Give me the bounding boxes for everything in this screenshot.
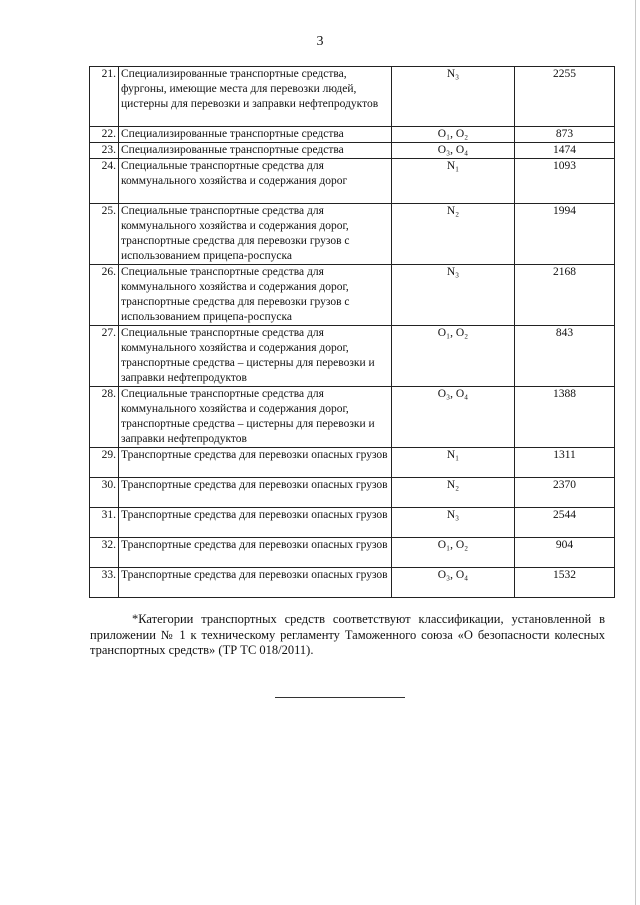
row-category: N₁ xyxy=(392,159,515,204)
row-name: Транспортные средства для перевозки опасных грузов xyxy=(119,508,392,538)
closing-rule xyxy=(275,697,405,698)
row-category: O₁, O₂ xyxy=(392,127,515,143)
row-category: O₃, O₄ xyxy=(392,387,515,448)
row-name: Специализированные транспортные средства, фургоны, имеющие места для перевозки людей, цистерны для перевозки и заправки нефтепродуктов xyxy=(119,67,392,127)
row-name: Транспортные средства для перевозки опасных грузов xyxy=(119,538,392,568)
table-row xyxy=(90,143,615,159)
row-category: O₃, O₄ xyxy=(392,143,515,159)
row-value: 1994 xyxy=(515,204,615,265)
row-name: Транспортные средства для перевозки опасных грузов xyxy=(119,448,392,478)
footnote: *Категории транспортных средств соответствуют классификации, установленной в приложении № 1 к техническому регламенту Таможенного союза «О безопасности колесных транспортных средств» (ТР ТС 018/2011). xyxy=(90,612,605,657)
row-value: 1388 xyxy=(515,387,615,448)
row-name: Транспортные средства для перевозки опасных грузов xyxy=(119,478,392,508)
row-number: 32. xyxy=(90,538,119,568)
table-row xyxy=(90,127,615,143)
row-value: 2370 xyxy=(515,478,615,508)
row-category: N₂ xyxy=(392,478,515,508)
row-name: Специальные транспортные средства для коммунального хозяйства и содержания дорог, транспортные средства для перевозки грузов с использованием прицепа-роспуска xyxy=(119,204,392,265)
table-row xyxy=(90,448,615,478)
row-name: Специализированные транспортные средства xyxy=(119,143,392,159)
row-number: 31. xyxy=(90,508,119,538)
table-body xyxy=(90,67,615,598)
page-edge xyxy=(635,0,636,905)
row-number: 27. xyxy=(90,326,119,387)
page-number: 3 xyxy=(316,34,324,49)
row-category: N₁ xyxy=(392,448,515,478)
table-row xyxy=(90,326,615,387)
row-category: N₂ xyxy=(392,204,515,265)
row-value: 1093 xyxy=(515,159,615,204)
row-value: 904 xyxy=(515,538,615,568)
vehicle-category-table xyxy=(89,66,615,598)
row-number: 33. xyxy=(90,568,119,598)
table-row xyxy=(90,538,615,568)
row-name: Транспортные средства для перевозки опасных грузов xyxy=(119,568,392,598)
table-row xyxy=(90,508,615,538)
row-number: 24. xyxy=(90,159,119,204)
row-value: 1311 xyxy=(515,448,615,478)
row-category: O₃, O₄ xyxy=(392,568,515,598)
row-name: Специальные транспортные средства для коммунального хозяйства и содержания дорог, транспортные средства – цистерны для перевозки и заправки нефтепродуктов xyxy=(119,326,392,387)
table-row xyxy=(90,67,615,127)
row-value: 873 xyxy=(515,127,615,143)
row-number: 25. xyxy=(90,204,119,265)
row-number: 26. xyxy=(90,265,119,326)
row-number: 29. xyxy=(90,448,119,478)
row-category: N₃ xyxy=(392,67,515,127)
row-number: 21. xyxy=(90,67,119,127)
row-number: 30. xyxy=(90,478,119,508)
table-row xyxy=(90,204,615,265)
row-value: 2168 xyxy=(515,265,615,326)
row-category: N₃ xyxy=(392,508,515,538)
row-name: Специальные транспортные средства для коммунального хозяйства и содержания дорог, транспортные средства для перевозки грузов с использованием прицепа-роспуска xyxy=(119,265,392,326)
row-name: Специальные транспортные средства для коммунального хозяйства и содержания дорог, транспортные средства – цистерны для перевозки и заправки нефтепродуктов xyxy=(119,387,392,448)
row-value: 2255 xyxy=(515,67,615,127)
table-row xyxy=(90,159,615,204)
row-category: O₁, O₂ xyxy=(392,326,515,387)
table-row xyxy=(90,265,615,326)
table-row xyxy=(90,568,615,598)
row-value: 2544 xyxy=(515,508,615,538)
row-name: Специализированные транспортные средства xyxy=(119,127,392,143)
row-number: 28. xyxy=(90,387,119,448)
row-number: 22. xyxy=(90,127,119,143)
row-value: 1474 xyxy=(515,143,615,159)
row-category: N₃ xyxy=(392,265,515,326)
row-name: Специальные транспортные средства для коммунального хозяйства и содержания дорог xyxy=(119,159,392,204)
row-value: 843 xyxy=(515,326,615,387)
row-value: 1532 xyxy=(515,568,615,598)
row-number: 23. xyxy=(90,143,119,159)
table-row xyxy=(90,478,615,508)
table-row xyxy=(90,387,615,448)
row-category: O₁, O₂ xyxy=(392,538,515,568)
